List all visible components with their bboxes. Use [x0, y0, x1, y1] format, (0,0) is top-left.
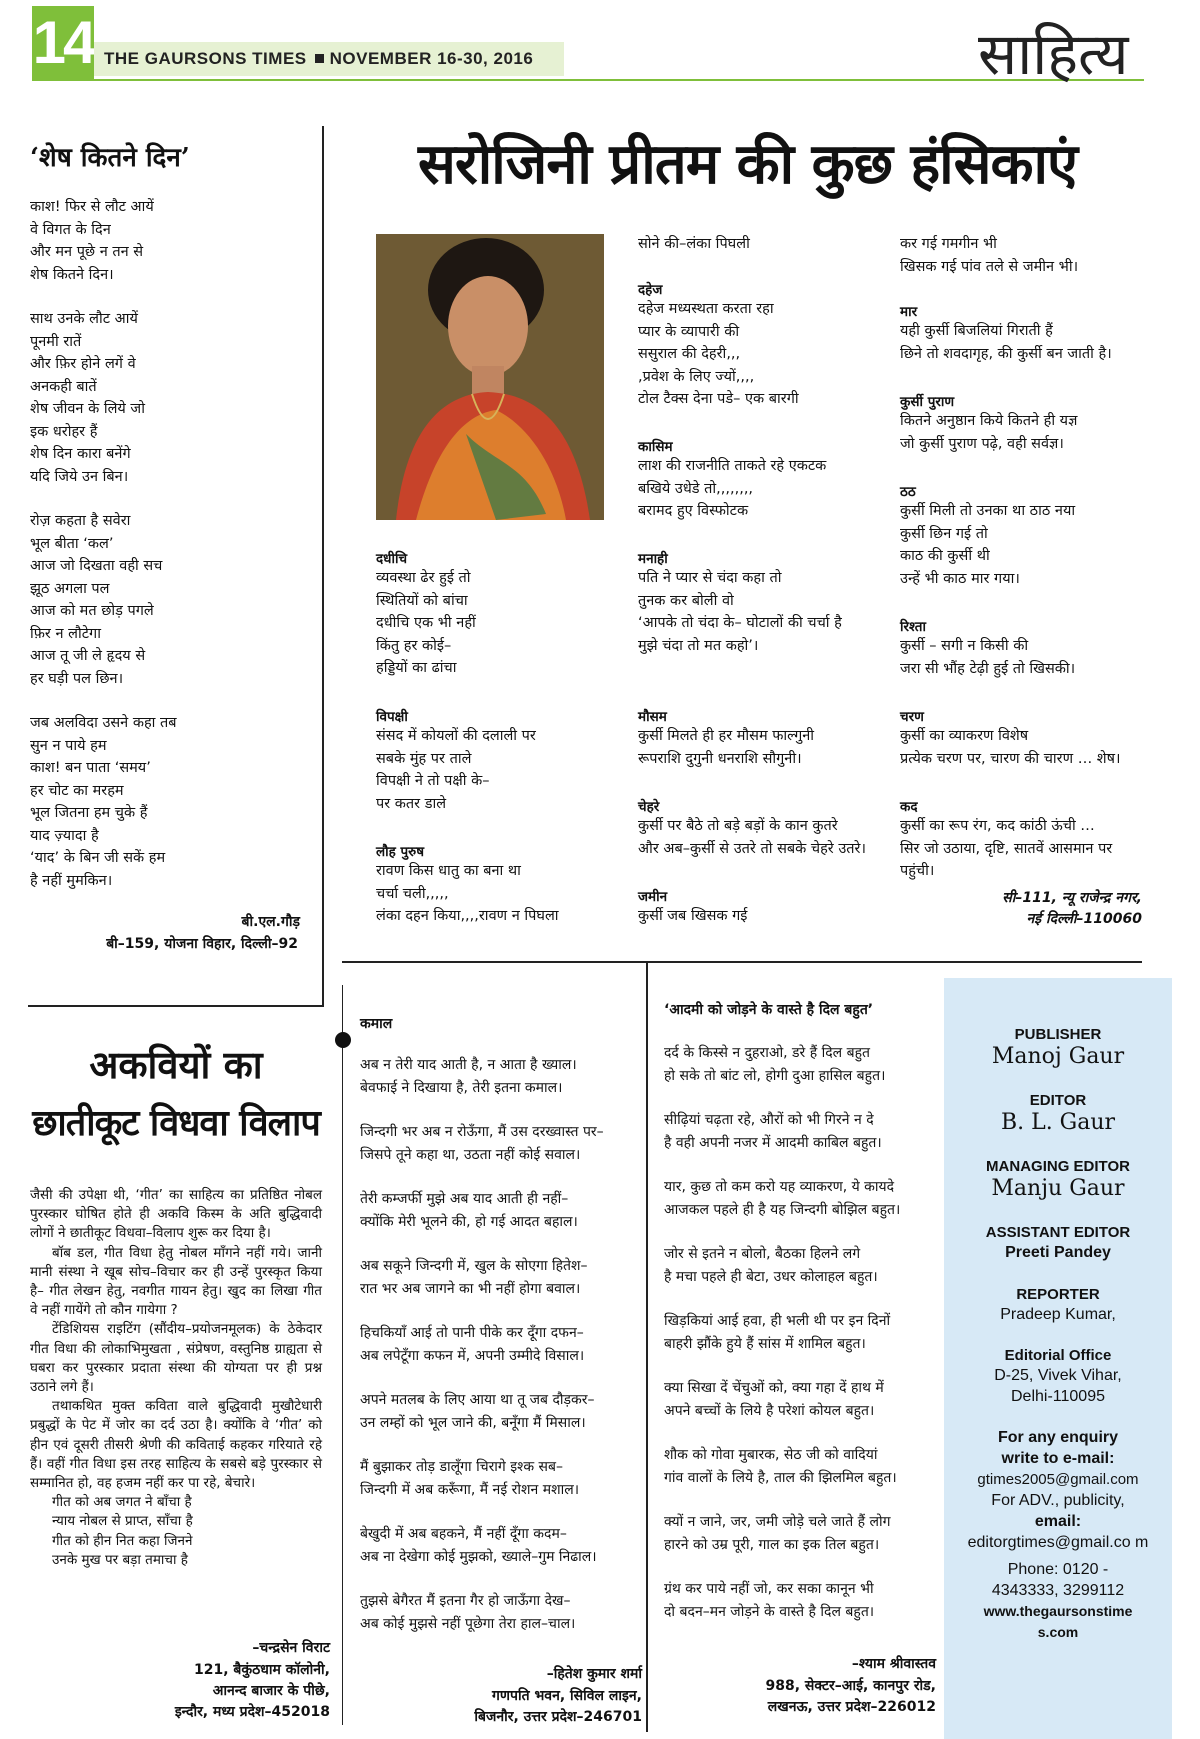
- hansika-label: विपक्षी: [376, 709, 408, 725]
- couplet: जिन्दगी भर अब न रोऊँगा, मैं उस दरख्वास्त पर– जिसपे तूने कहा था, उठता नहीं कोई सवाल।: [360, 1124, 604, 1163]
- stanza: काश! फिर से लौट आयें वे विगत के दिन और मन पूछे न तन से शेष कितने दिन।: [30, 199, 154, 283]
- hansika-text: कितने अनुष्ठान किये कितने ही यज्ञ जो कुर्सी पुराण पढ़े, वही सर्वज्ञ।: [900, 413, 1078, 452]
- couplet: तुझसे बेगैरत मैं इतना गैर हो जाऊँगा देख– अब कोई मुझसे नहीं पूछेगा तेरा हाल–चाल।: [360, 1593, 576, 1632]
- divider-main-bottom: [342, 961, 1142, 963]
- separator-square-icon: [315, 54, 324, 63]
- couplet: दर्द के किस्से न दुहराओ, डरे हैं दिल बहुत हो सके तो बांट लो, होगी दुआ हासिल बहुत।: [664, 1045, 886, 1084]
- kamal-author: –हितेश कुमार शर्मा: [546, 1666, 642, 1682]
- article-paragraph: जैसी की उपेक्षा थी, ‘गीत’ का साहित्य का प्रतिष्ठित नोबल पुरस्कार घोषित होते ही अकवि किस्म के अति बुद्धिवादी लोगों ने छातीकूट विधवा–विलाप शुरू कर दिया है।: [30, 1187, 322, 1242]
- hansika-label: जमीन: [638, 889, 668, 905]
- couplet: जोर से इतने न बोलो, बैठका हिलने लगे है मचा पहले ही बेटा, उधर कोलाहल बहुत।: [664, 1246, 878, 1285]
- hansika-text: लाश की राजनीति ताकते रहे एकटक बखिये उधेडे तो,,,,,,,, बरामद हुए विस्फोटक: [638, 458, 827, 519]
- kamal-title: कमाल: [360, 1016, 393, 1032]
- article-headline-line2: छातीकूट विधवा विलाप: [32, 1102, 320, 1144]
- hansika-item: [638, 887, 900, 928]
- hansika-label: रिश्ता: [900, 619, 926, 635]
- hansika-text: कुर्सी जब खिसक गई: [638, 908, 748, 924]
- enquiry-line1: For any enquiry: [997, 1429, 1119, 1446]
- enquiry-line2: write to e-mail:: [1001, 1450, 1115, 1467]
- hansika-text: संसद में कोयलों की दलाली पर सबके मुंह पर ताले विपक्षी ने तो पक्षी के– पर कतर डाले: [376, 728, 536, 812]
- hansika-item: [638, 280, 900, 411]
- publisher-role: PUBLISHER: [1014, 1026, 1102, 1043]
- hansika-item: [376, 707, 626, 815]
- hansika-label: चरण: [900, 709, 924, 725]
- article-paragraph: तथाकथित मुक्त कविता वाले बुद्धिवादी मुखौटेधारी प्रबुद्धों के पेट में जोर का दर्द उठा है। क्योंकि वे ‘गीत’ को हीन एवं दूसरी तीसरी श्रेणी की कविताई कहकर गरियाते रहे हैं। वहीं गीत विधा इस तरह साहित्य के सबसे बड़े पुरस्कार से सम्मानित हो, वह हजम नहीं कर पा रहे, बेचारे।: [30, 1398, 322, 1492]
- author-photo: [376, 234, 604, 520]
- left-poem-title: ‘शेष कितने दिन’: [30, 143, 190, 173]
- hansika-text: कुर्सी मिलते ही हर मौसम फाल्गुनी रूपराशि दुगुनी धनराशि सौगुनी।: [638, 728, 815, 767]
- email-label: email:: [1034, 1513, 1082, 1530]
- stanza: साथ उनके लौट आयें पूनमी रातें और फ़िर होने लगें वे अनकही बातें शेष जीवन के लिये जो इक धरोहर हैं शेष दिन कारा बनेंगे यदि जिये उन बिन।: [30, 311, 145, 485]
- hansika-label: मौसम: [638, 709, 667, 725]
- editorial-office-role: Editorial Office: [1004, 1347, 1112, 1364]
- hansika-item: [638, 707, 900, 770]
- editor-role: EDITOR: [1029, 1092, 1087, 1109]
- hansika-item: [638, 549, 900, 657]
- hansika-text: पति ने प्यार से चंदा कहा तो तुनक कर बोली वो ‘आपके तो चंदा के– घोटालों की चर्चा है मुझे चंदा तो मत कहो’।: [638, 570, 842, 654]
- hansika-item: [900, 482, 1150, 590]
- kamal-address: गणपति भवन, सिविल लाइन, बिजनौर, उत्तर प्रदेश–246701: [474, 1688, 642, 1725]
- stanza: रोज़ कहता है सवेरा भूल बीता ‘कल’ आज जो दिखता वही सच झूठ अगला पल आज को मत छोड़ पगले फ़िर न लौटेगा आज तू जी ले हृदय से हर घड़ी पल छिन।: [30, 513, 163, 687]
- hansika-label: मनाही: [638, 551, 668, 567]
- hansika-item: [900, 707, 1150, 770]
- hansika-item: [900, 233, 1150, 278]
- hansika-text: कुर्सी पर बैठे तो बड़े बड़ों के कान कुतरे और अब–कुर्सी से उतरे तो सबके चेहरे उतरे।: [638, 818, 866, 857]
- hansika-item: [900, 392, 1150, 455]
- hansika-item: [638, 437, 900, 523]
- hansika-item: [638, 797, 900, 860]
- hansika-text: यही कुर्सी बिजलियां गिराती हैं छिने तो शवदागृह, की कुर्सी बन जाती है।: [900, 323, 1112, 362]
- stanza: जब अलविदा उसने कहा तब सुन न पाये हम काश! बन पाता ‘समय’ हर चोट का मरहम भूल जितना हम चुके हैं याद ज़्यादा है ‘याद’ के बिन जी सकें हम है नहीं मुमकिन।: [30, 715, 177, 889]
- couplet: क्या सिखा दें चेंचुओं को, क्या गहा दें हाथ में अपने बच्चों के लिये है परेशां कोयल बहुत।: [664, 1380, 884, 1419]
- hansika-item: [376, 842, 626, 928]
- managing-editor-name: Manju Gaur: [991, 1176, 1125, 1201]
- article-paragraph: टेंडिशियस राइटिंग (सौंदीय–प्रयोजनमूलक) के ठेकेदार गीत विधा की लोकाभिमुखता , संप्रेषण, वस्तुनिष्ठ ग्राह्यता से घबरा कर पुरस्कार प्रदाता संस्था की योग्यता पर ही प्रश्न उठाने लगे हैं।: [30, 1321, 322, 1396]
- publication-name: THE GAURSONS TIMES: [104, 49, 307, 68]
- dil-title: ‘आदमी को जोड़ने के वास्ते है दिल बहुत’: [664, 1002, 874, 1018]
- office-line1: D-25, Vivek Vihar,: [994, 1367, 1122, 1384]
- hansika-text: कुर्सी का रूप रंग, कद कांठी ऊंची … सिर जो उठाया, दृष्टि, सातवें आसमान पर पहुंची।: [900, 818, 1113, 879]
- couplet: अब सकूने जिन्दगी में, खुल के सोएगा हितेश– रात भर अब जागने का भी नहीं होगा बवाल।: [360, 1258, 588, 1297]
- divider-left-bottom: [28, 1005, 324, 1007]
- hansika-label: दहेज: [638, 282, 663, 298]
- hansika-item: [900, 302, 1150, 365]
- hansika-item: [900, 797, 1150, 883]
- editor-name: B. L. Gaur: [1000, 1110, 1116, 1135]
- main-headline: सरोजिनी प्रीतम की कुछ हंसिकाएं: [418, 131, 1078, 197]
- article-paragraph: बॉब डल, गीत विधा हेतु नोबल माँगने नहीं गये। जानी मानी संस्था ने खूब सोच–विचार कर ही उन्हें पुरस्कृत किया है– गीत लेखन हेतु, नवगीत गायन हेतु। खुद का लिखा गीत वे नहीं गायेंगे तो कौन गायेगा ?: [30, 1244, 322, 1319]
- couplet: ग्रंथ कर पाये नहीं जो, कर सका कानून भी दो बदन–मन जोड़ने के वास्ते है दिल बहुत।: [664, 1581, 875, 1620]
- hansika-text: कुर्सी का व्याकरण विशेष प्रत्येक चरण पर, चारण की चारण … शेष।: [900, 728, 1121, 767]
- assistant-editor-name: Preeti Pandey: [1005, 1244, 1111, 1261]
- adv-line: For ADV., publicity,: [991, 1492, 1125, 1509]
- couplet: सीढ़ियां चढ़ता रहे, औरों को भी गिरने न दे है वही अपनी नजर में आदमी काबिल बहुत।: [664, 1112, 882, 1151]
- article-headline-line1: अकवियों का: [89, 1042, 263, 1087]
- column-divider-left: [322, 126, 324, 1006]
- reporter-role: REPORTER: [1016, 1286, 1100, 1303]
- main-address-line2: नई दिल्ली–110060: [1026, 911, 1142, 927]
- couplet: शौक को गोवा मुबारक, सेठ जी को वादियां गांव वालों के लिये है, ताल की झिलमिल बहुत।: [664, 1447, 897, 1486]
- couplet: अपने मतलब के लिए आया था तू जब दौड़कर– उन लम्हों को भूल जाने की, बनूँगा मैं मिसाल।: [360, 1392, 595, 1431]
- article-address: 121, बैकुंठधाम कॉलोनी, आनन्द बाजार के पीछे, इन्दौर, मध्य प्रदेश–452018: [174, 1662, 330, 1720]
- hansika-text: कर गई गमगीन भी खिसक गई पांव तले से जमीन भी।: [900, 236, 1079, 275]
- section-title: साहित्य: [978, 20, 1129, 88]
- hansika-text: व्यवस्था ढेर हुई तो स्थितियों को बांचा दधीचि एक भी नहीं किंतु हर कोई– हड्डियों का ढांचा: [376, 570, 476, 676]
- hansika-text: कुर्सी – सगी न किसी की जरा सी भौंह टेढ़ी हुई तो खिसकी।: [900, 638, 1076, 677]
- column-divider-dil: [646, 962, 648, 1732]
- hansika-text: रावण किस धातु का बना था चर्चा चली,,,,, लंका दहन किया,,,,रावण न पिघला: [376, 863, 559, 924]
- portrait-illustration: [376, 234, 604, 520]
- article-headline: [28, 1036, 324, 1152]
- couplet: हिचकियाँ आई तो पानी पीके कर दूँगा दफन– अब लपेटूँगा कफन में, अपनी उम्मीदे विसाल।: [360, 1325, 585, 1364]
- assistant-editor-role: ASSISTANT EDITOR: [985, 1224, 1131, 1241]
- dil-address: 988, सेक्टर–आई, कानपुर रोड, लखनऊ, उत्तर प्रदेश–226012: [765, 1678, 936, 1715]
- hansika-item: [900, 617, 1150, 680]
- hansika-item: [638, 233, 900, 256]
- left-poem-body: [30, 196, 320, 892]
- couplet: तेरी कम्जर्फी मुझे अब याद आती ही नहीं– क्योंकि मेरी भूलने की, हो गई आदत बहाल।: [360, 1191, 578, 1230]
- hansika-label: चेहरे: [638, 799, 660, 815]
- managing-editor-role: MANAGING EDITOR: [986, 1158, 1130, 1175]
- column-divider-kamal: [342, 985, 343, 1725]
- page-number: 14: [32, 6, 94, 80]
- phone-number: Phone: 0120 - 4343333, 3299112: [991, 1561, 1125, 1599]
- dil-body: [664, 1042, 942, 1623]
- couplet: मैं बुझाकर तोड़ डालूँगा चिरागे इश्क सब– जिन्दगी में अब करूँगा, मैं नई रोशन मशाल।: [360, 1459, 580, 1498]
- dil-author: –श्याम श्रीवास्तव: [851, 1656, 936, 1672]
- hansika-label: कुर्सी पुराण: [900, 394, 955, 410]
- couplet: यार, कुछ तो कम करो यह व्याकरण, ये कायदे आजकल पहले ही है यह जिन्दगी बोझिल बहुत।: [664, 1179, 901, 1218]
- hansika-label: मार: [900, 304, 918, 320]
- issue-date: NOVEMBER 16-30, 2016: [329, 49, 534, 68]
- hansika-item: [376, 549, 626, 680]
- hansika-label: कद: [900, 799, 918, 815]
- masthead: [104, 49, 533, 69]
- main-address-line1: सी–111, न्यू राजेन्द्र नगर,: [1002, 890, 1142, 906]
- reporter-name: Pradeep Kumar,: [1000, 1306, 1116, 1323]
- hansika-label: दधीचि: [376, 551, 408, 567]
- left-poem-author: बी.एल.गौड़: [241, 914, 300, 930]
- bullet-dot: [335, 1032, 351, 1048]
- hansika-label: ठठ: [900, 484, 916, 500]
- closing-verse: गीत को अब जगत ने बाँचा है न्याय नोबल से प्राप्त, साँचा है गीत को हीन नित कहा जिनने उनके मुख पर बड़ा तमाचा है: [52, 1494, 193, 1568]
- website-link[interactable]: www.thegaursonstimes.com: [983, 1603, 1133, 1640]
- hansika-text: दहेज मध्यस्थता करता रहा प्यार के व्यापारी की ससुराल की देहरी,,, ,प्रवेश के लिए ज्यों,,,, टोल टैक्स देना पडे– एक बारगी: [638, 301, 799, 407]
- article-author: –चन्द्रसेन विराट: [252, 1640, 330, 1656]
- couplet: बेखुदी में अब बहकने, मैं नहीं दूँगा कदम– अब ना देखेगा कोई मुझको, ख्याले–गुम निढाल।: [360, 1526, 597, 1565]
- email-link-2[interactable]: editorgtimes@gmail.co m: [967, 1534, 1149, 1551]
- hansika-label: कासिम: [638, 439, 673, 455]
- credits-box: [944, 978, 1172, 1739]
- kamal-body: [360, 1054, 642, 1635]
- office-line2: Delhi-110095: [1011, 1388, 1105, 1405]
- hansika-text: कुर्सी मिली तो उनका था ठाठ नया कुर्सी छिन गई तो काठ की कुर्सी थी उन्हें भी काठ मार गया।: [900, 503, 1076, 587]
- hansika-label: लौह पुरुष: [376, 844, 425, 860]
- couplet: खिड़कियां आई हवा, ही भली थी पर इन दिनों बाहरी झौंके हुये हैं सांस में शामिल बहुत।: [664, 1313, 891, 1352]
- couplet: क्यों न जाने, जर, जमी जोड़े चले जाते हैं लोग हारने को उम्र पूरी, गाल का इक तिल बहुत।: [664, 1514, 891, 1553]
- left-poem-address: बी–159, योजना विहार, दिल्ली–92: [106, 936, 298, 952]
- publisher-name: Manoj Gaur: [991, 1044, 1125, 1069]
- article-body: [30, 1186, 322, 1570]
- couplet: अब न तेरी याद आती है, न आता है ख्याल। बेवफाई ने दिखाया है, तेरी इतना कमाल।: [360, 1057, 577, 1096]
- email-link-1[interactable]: gtimes2005@gmail.com: [977, 1471, 1139, 1488]
- hansika-text: सोने की–लंका पिघली: [638, 236, 750, 252]
